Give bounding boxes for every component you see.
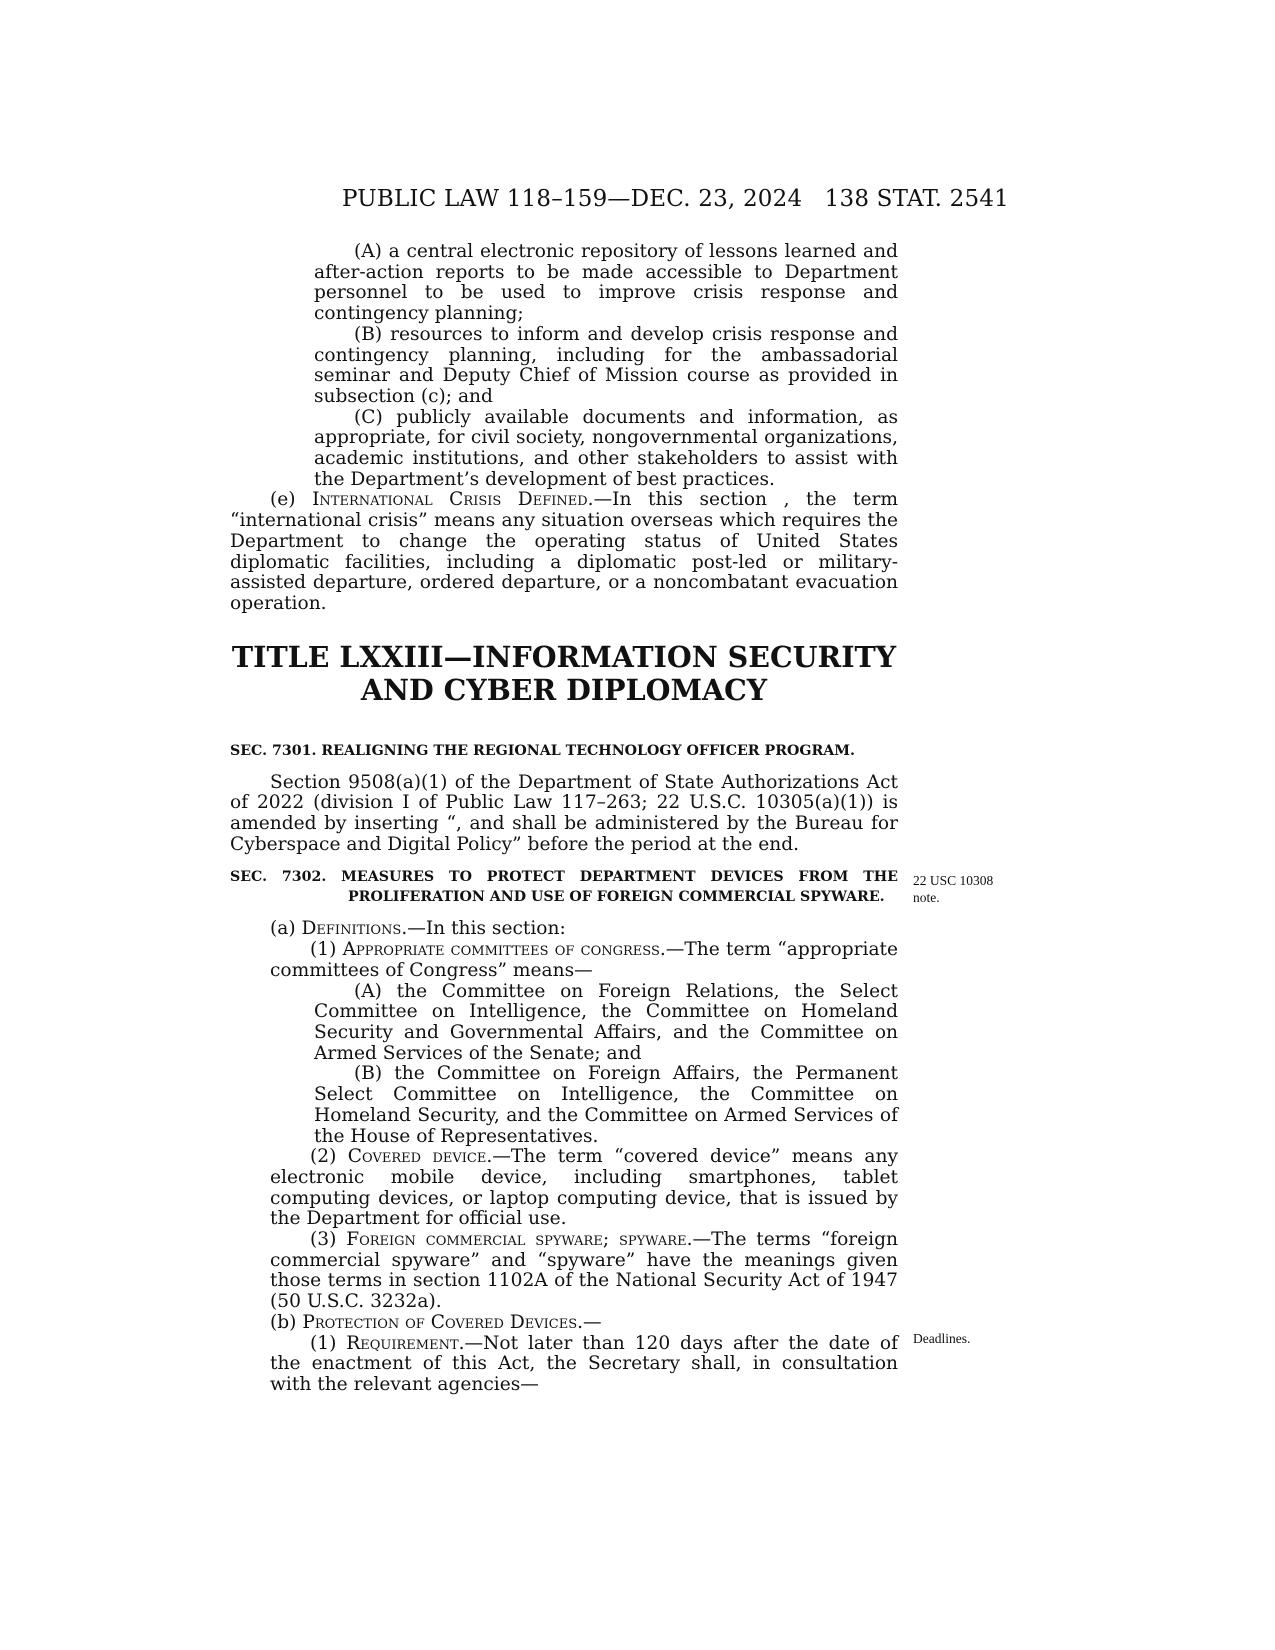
margin-note-deadlines: Deadlines. <box>913 1331 971 1346</box>
sec-7302-a-3-heading: Foreign commercial spyware; spyware <box>346 1229 687 1251</box>
body-text <box>230 242 898 1396</box>
margin-note-usc <box>913 872 993 906</box>
sec-7302-a: (a) Definitions.—In this section: <box>270 918 566 940</box>
page-number: 138 STAT. 2541 <box>824 186 1009 212</box>
sec-7301-heading: SEC. 7301. REALIGNING THE REGIONAL TECHNOLOGY OFFICER PROGRAM. <box>230 742 855 759</box>
margin-note-usc-line-2: note. <box>913 890 940 905</box>
sec-7302-a-3: (3) Foreign commercial spyware; spyware.—The terms “foreign commercial spyware” and “spyware” have the meanings given those terms in section 1102A of the National Security Act of 1947 (50 U.S.C. 3232a). <box>270 1229 898 1313</box>
title-heading <box>230 641 898 707</box>
sec-7302-a-1-A: (A) the Committee on Foreign Relations, the Select Committee on Intelligence, the Committee on Homeland Security and Governmental Affairs, and the Committee on Armed Services of the Senate; and <box>314 980 898 1064</box>
sec-7302-a-1-heading: Appropriate committees of congress <box>342 939 660 961</box>
sec-7302-a-2: (2) Covered device.—The term “covered device” means any electronic mobile device, including smartphones, tablet computing devices, or laptop computing device, that is issued by the Department for official use. <box>270 1146 898 1230</box>
sec-7301-text: Section 9508(a)(1) of the Department of State Authorizations Act of 2022 (division I of Public Law 117–263; 22 U.S.C. 10305(a)(1)) is amended by inserting “, and shall be administered by the Bureau for Cyberspace and Digital Policy” before the period at the end. <box>230 771 898 855</box>
sec-7302-a-1: (1) Appropriate committees of congress.—The term “appropriate committees of Congress” means— <box>270 939 899 981</box>
running-header-left: PUBLIC LAW 118–159—DEC. 23, 2024 <box>342 186 803 212</box>
sec-7302-a-1-B: (B) the Committee on Foreign Affairs, the Permanent Select Committee on Intelligence, the Committee on Homeland Security, and the Committee on Armed Services of the House of Representatives. <box>314 1063 898 1147</box>
sec-7302-b-1: (1) Requirement.—Not later than 120 days after the date of the enactment of this Act, the Secretary shall, in consultation with the relevant agencies— <box>270 1332 899 1395</box>
subsection-e-heading: International Crisis Defined <box>312 489 588 511</box>
subsection-e: (e) International Crisis Defined.—In this section , the term “international crisis” means any situation overseas which requires the Department to change the operating status of United States diplomatic facilities, including a diplomatic post-led or military-assisted departure, ordered departure, or a noncombatant evacuation operation. <box>230 489 898 614</box>
sec-7302-b-1-heading: Requirement <box>346 1332 459 1354</box>
margin-note-usc-line-1: 22 USC 10308 <box>913 873 994 888</box>
sec-7302-b-heading: Protection of Covered Devices <box>302 1311 578 1333</box>
title-line-1: TITLE LXXIII—INFORMATION SECURITY <box>231 639 897 674</box>
sec-7302-a-heading: Definitions <box>301 918 402 940</box>
paragraph-B: (B) resources to inform and develop crisis response and contingency planning, including for the ambassadorial seminar and Deputy Chief of Mission course as provided in subsection (c); and <box>314 323 898 407</box>
sec-7302-a-2-heading: Covered device <box>347 1146 487 1168</box>
title-line-2: AND CYBER DIPLOMACY <box>360 672 768 707</box>
sec-7302-b: (b) Protection of Covered Devices.— <box>270 1311 602 1333</box>
paragraph-A: (A) a central electronic repository of lessons learned and after-action reports to be made accessible to Department personnel to be used to improve crisis response and contingency planning; <box>314 241 898 325</box>
sec-7302-heading: SEC. 7302. MEASURES TO PROTECT DEPARTMENT DEVICES FROM THE PROLIFERATION AND USE OF FOREIGN COMMERCIAL SPYWARE. <box>230 869 898 906</box>
paragraph-C: (C) publicly available documents and information, as appropriate, for civil society, nongovernmental organizations, academic institutions, and other stakeholders to assist with the Department’s development of best practices. <box>314 406 898 490</box>
